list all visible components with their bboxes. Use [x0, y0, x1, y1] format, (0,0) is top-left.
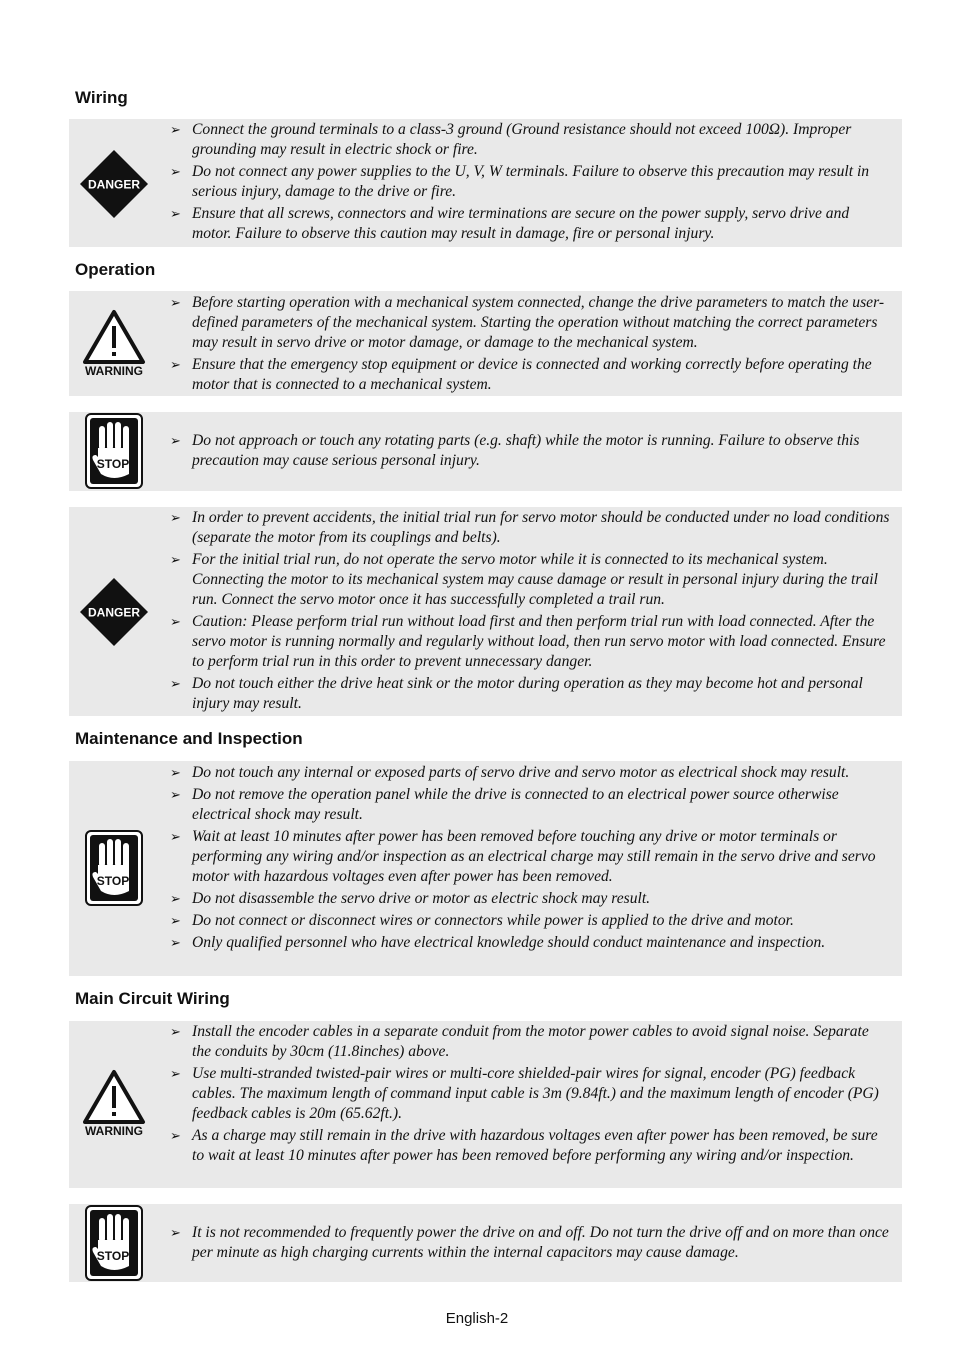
wiring-danger-box	[69, 119, 902, 247]
list-item-text: Install the encoder cables in a separate conduit from the motor power cables to avoid signal noise. Separate the conduits by 30cm (11.8inches) above.	[192, 1023, 869, 1060]
arrow-bullet-icon: ➢	[170, 765, 181, 780]
heading-operation: Operation	[75, 260, 156, 279]
list-item-text: Do not remove the operation panel while the drive is connected to an electrical power source otherwise electrical shock may result.	[192, 786, 839, 823]
arrow-bullet-icon: ➢	[170, 787, 181, 802]
list-item	[165, 550, 890, 610]
list-item	[165, 1064, 890, 1124]
bullet-list	[165, 293, 890, 397]
list-item-text: As a charge may still remain in the drive with hazardous voltages even after power has been removed, be sure to wait at least 10 minutes after power has been removed before performing any wiring and/or inspection.	[192, 1127, 878, 1164]
arrow-bullet-icon: ➢	[170, 935, 181, 950]
bullet-list	[165, 1223, 890, 1265]
main-circuit-warning-box	[69, 1021, 902, 1188]
list-item	[165, 508, 890, 548]
list-item	[165, 120, 890, 160]
list-item-text: Do not connect or disconnect wires or connectors while power is applied to the drive and motor.	[192, 912, 794, 929]
list-item-text: For the initial trial run, do not operate the servo motor while it is connected to its mechanical system. Connecting the motor to its mechanical system may cause damage or result in personal injury during the trail run. Connect the servo motor once it has successfully completed a trail run.	[192, 551, 878, 608]
operation-danger-box	[69, 507, 902, 716]
operation-warning-box	[69, 291, 902, 396]
list-item	[165, 911, 890, 931]
list-item-text: Use multi-stranded twisted-pair wires or multi-core shielded-pair wires for signal, encoder (PG) feedback cables. The maximum length of command input cable is 3m (9.84ft.) and the maximum length of encoder (PG) feedback cables is 20m (65.62ft.).	[192, 1065, 879, 1122]
list-item-text: Wait at least 10 minutes after power has been removed before touching any drive or motor terminals or performing any wiring and/or inspection as an electrical charge may still remain in the servo drive and servo motor with hazardous voltages even after power has been removed.	[192, 828, 876, 885]
svg-text:WARNING: WARNING	[85, 1124, 143, 1138]
arrow-bullet-icon: ➢	[170, 357, 181, 372]
arrow-bullet-icon: ➢	[170, 1024, 181, 1039]
list-item	[165, 204, 890, 244]
bullet-list	[165, 431, 890, 473]
arrow-bullet-icon: ➢	[170, 552, 181, 567]
arrow-bullet-icon: ➢	[170, 164, 181, 179]
bullet-list	[165, 120, 890, 246]
bullet-list	[165, 763, 890, 955]
operation-stop-box	[69, 412, 902, 491]
svg-text:STOP: STOP	[96, 457, 130, 471]
svg-text:STOP: STOP	[96, 1249, 130, 1263]
list-item-text: In order to prevent accidents, the initial trial run for servo motor should be conducted under no load conditions (separate the motor from its couplings and belts).	[192, 509, 890, 546]
arrow-bullet-icon: ➢	[170, 614, 181, 629]
bullet-list	[165, 508, 890, 716]
arrow-bullet-icon: ➢	[170, 510, 181, 525]
list-item	[165, 431, 890, 471]
heading-wiring: Wiring	[75, 88, 128, 107]
arrow-bullet-icon: ➢	[170, 433, 181, 448]
list-item	[165, 889, 890, 909]
stop-hand-icon	[69, 829, 159, 907]
list-item-text: Do not disassemble the servo drive or motor as electric shock may result.	[192, 890, 651, 907]
list-item-text: Do not approach or touch any rotating parts (e.g. shaft) while the motor is running. Failure to observe this precaution may cause serious personal injury.	[192, 432, 860, 469]
heading-maintenance: Maintenance and Inspection	[75, 729, 303, 748]
arrow-bullet-icon: ➢	[170, 891, 181, 906]
bullet-list	[165, 1022, 890, 1168]
list-item-text: Do not touch any internal or exposed parts of servo drive and servo motor as electrical shock may result.	[192, 764, 850, 781]
svg-text:DANGER: DANGER	[87, 605, 141, 620]
list-item	[165, 162, 890, 202]
list-item	[165, 1126, 890, 1166]
list-item-text: Ensure that all screws, connectors and wire terminations are secure on the power supply, servo drive and motor. Failure to observe this caution may result in damage, fire or personal injury.	[192, 205, 850, 242]
arrow-bullet-icon: ➢	[170, 295, 181, 310]
danger-icon	[69, 149, 159, 219]
list-item-text: It is not recommended to frequently power the drive on and off. Do not turn the drive off and on more than once per minute as high charging currents within the internal capacitors may cause damage.	[192, 1224, 889, 1261]
list-item-text: Do not touch either the drive heat sink or the motor during operation as they may become hot and personal injury may result.	[192, 675, 863, 712]
maintenance-stop-box	[69, 761, 902, 976]
heading-main-circuit-wiring: Main Circuit Wiring	[75, 989, 230, 1008]
list-item	[165, 763, 890, 783]
list-item-text: Do not connect any power supplies to the U, V, W terminals. Failure to observe this precaution may result in serious injury, damage to the drive or fire.	[192, 163, 870, 200]
list-item	[165, 355, 890, 395]
arrow-bullet-icon: ➢	[170, 676, 181, 691]
arrow-bullet-icon: ➢	[170, 1128, 181, 1143]
warning-icon	[69, 309, 159, 379]
arrow-bullet-icon: ➢	[170, 913, 181, 928]
list-item	[165, 1022, 890, 1062]
list-item-text: Ensure that the emergency stop equipment or device is connected and working correctly before operating the motor that is connected to a mechanical system.	[192, 356, 872, 393]
svg-text:DANGER: DANGER	[87, 177, 141, 192]
svg-text:STOP: STOP	[96, 874, 130, 888]
arrow-bullet-icon: ➢	[170, 1225, 181, 1240]
stop-hand-icon	[69, 1204, 159, 1282]
stop-hand-icon	[69, 412, 159, 490]
list-item	[165, 785, 890, 825]
arrow-bullet-icon: ➢	[170, 206, 181, 221]
arrow-bullet-icon: ➢	[170, 122, 181, 137]
warning-icon	[69, 1069, 159, 1139]
list-item	[165, 933, 890, 953]
list-item	[165, 612, 890, 672]
list-item-text: Caution: Please perform trial run without load first and then perform trial run with load connected. After the servo motor is running normally and regularly without load, then run servo motor with load connected. Ensure to perform trial run in this order to prevent unnecessary danger.	[192, 613, 886, 670]
svg-text:WARNING: WARNING	[85, 364, 143, 378]
arrow-bullet-icon: ➢	[170, 1066, 181, 1081]
list-item-text: Before starting operation with a mechanical system connected, change the drive parameters to match the user-defined parameters of the mechanical system. Starting the operation without matching the correct parameters may result in servo drive or motor damage, or damage to the mechanical system.	[192, 294, 885, 351]
page-footer: English-2	[445, 1310, 509, 1327]
list-item	[165, 293, 890, 353]
list-item	[165, 827, 890, 887]
arrow-bullet-icon: ➢	[170, 829, 181, 844]
list-item	[165, 1223, 890, 1263]
main-circuit-stop-box	[69, 1204, 902, 1282]
list-item-text: Only qualified personnel who have electrical knowledge should conduct maintenance and inspection.	[192, 934, 826, 951]
danger-icon	[69, 577, 159, 647]
list-item-text: Connect the ground terminals to a class-3 ground (Ground resistance should not exceed 100Ω). Improper grounding may result in electric shock or fire.	[192, 121, 852, 158]
list-item	[165, 674, 890, 714]
